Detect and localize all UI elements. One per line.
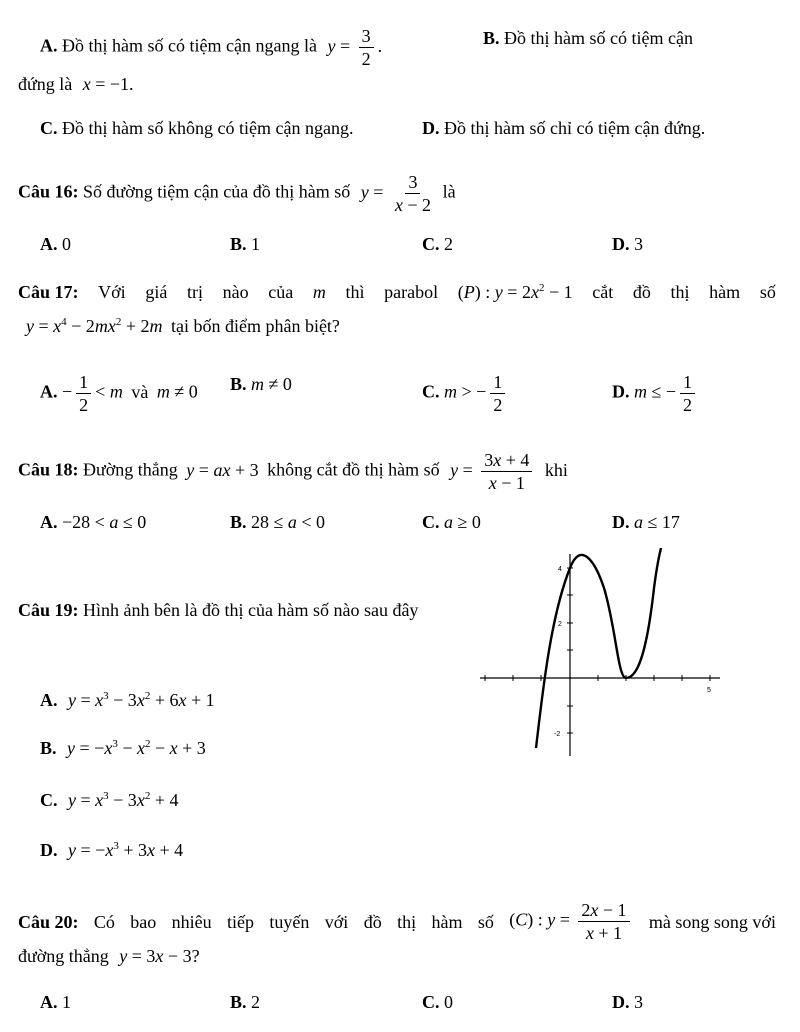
y-tick-label-2: 2 <box>558 621 562 628</box>
function-curve <box>536 548 661 748</box>
question-18: Câu 18: Đường thẳng y = ax + 3 không cắt đồ thị hàm số y = $\frac{3x + 4}{x - 1}$ khi <box>18 450 568 493</box>
question-math: (C) : y = $\frac{2x - 1}{x + 1}$ <box>509 900 633 943</box>
question-17-line2: $y = x^4 - 2mx^2 + 2m$ tại bốn điểm phân biệt? <box>26 316 340 336</box>
q17-option-a[interactable]: A. − $\frac{1}{2}$ < m và m ≠ 0 <box>40 372 198 415</box>
question-20-line1: Câu 20: Có bao nhiêu tiếp tuyến với đồ thị hàm số (C) : y = $\frac{2x - 1}{x + 1}$ mà song song với <box>18 900 776 943</box>
question-math: $y = x^4 - 2mx^2 + 2m$ <box>26 316 163 336</box>
option-text: Đồ thị hàm số có tiệm cận ngang là <box>62 35 317 56</box>
question-20-line2: đường thẳng y = 3x − 3? <box>18 946 200 966</box>
question-label: Câu 16: <box>18 181 79 202</box>
question-label: Câu 19: <box>18 600 79 620</box>
q20-option-c[interactable]: C. 0 <box>422 992 453 1012</box>
question-label: Câu 20: <box>18 911 79 932</box>
parabol-math: (P) : $y = 2x^2 - 1$ <box>457 282 573 302</box>
q18-option-c[interactable]: C. a ≥ 0 <box>422 512 481 532</box>
prev-option-b: B. Đồ thị hàm số có tiệm cận <box>483 28 693 48</box>
y-tick-label-neg2: -2 <box>554 731 561 738</box>
q18-option-a[interactable]: A. −28 < a ≤ 0 <box>40 512 147 532</box>
q17-option-c[interactable]: C. m > − $\frac{1}{2}$ <box>422 372 509 415</box>
q16-option-b[interactable]: B. 1 <box>230 234 261 254</box>
q20-option-a[interactable]: A. 1 <box>40 992 71 1012</box>
function-graph <box>470 548 730 758</box>
q16-option-c[interactable]: C. 2 <box>422 234 453 254</box>
question-19 <box>18 598 418 622</box>
prev-option-b-cont: đứng là x = −1. <box>18 74 134 94</box>
q17-option-d[interactable]: D. m ≤ − $\frac{1}{2}$ <box>612 372 699 415</box>
question-16: Câu 16: Số đường tiệm cận của đồ thị hàm số y = $\frac{3}{x - 2}$ là <box>18 172 456 215</box>
q20-option-d[interactable]: D. 3 <box>612 992 643 1012</box>
q19-option-c[interactable]: C. $y = x^3 - 3x^2 + 4$ <box>40 790 179 810</box>
x-tick-label-5: 5 <box>707 687 711 694</box>
question-17-line1: Câu 17: Với giá trị nào của m thì parabol (P) : $y = 2x^2 - 1$ cắt đồ thị hàm số <box>18 282 776 302</box>
q16-option-d[interactable]: D. 3 <box>612 234 643 254</box>
q19-option-b[interactable]: B. $y = -x^3 - x^2 - x + 3$ <box>40 738 206 758</box>
q19-option-a[interactable]: A. $y = x^3 - 3x^2 + 6x + 1$ <box>40 690 215 710</box>
q19-option-d[interactable]: D. $y = -x^3 + 3x + 4$ <box>40 840 184 860</box>
option-math: y = $\frac{3}{2}$ . <box>327 26 383 69</box>
question-math: y = $\frac{3}{x - 2}$ <box>360 172 432 215</box>
q17-option-b[interactable]: B. m ≠ 0 <box>230 374 292 394</box>
question-label: Câu 17: <box>18 282 79 302</box>
question-text: Số đường tiệm cận của đồ thị hàm số <box>83 181 351 202</box>
q18-option-b[interactable]: B. 28 ≤ a < 0 <box>230 512 326 532</box>
q20-option-b[interactable]: B. 2 <box>230 992 261 1012</box>
q18-option-d[interactable]: D. a ≤ 17 <box>612 512 680 532</box>
q16-option-a[interactable]: A. 0 <box>40 234 71 254</box>
option-key: A. <box>40 35 58 56</box>
question-text: Hình ảnh bên là đồ thị của hàm số nào sau đây <box>83 600 419 620</box>
y-tick-label-4: 4 <box>558 566 562 573</box>
question-label: Câu 18: <box>18 459 79 480</box>
prev-option-a <box>40 26 382 69</box>
prev-option-d: D. Đồ thị hàm số chỉ có tiệm cận đứng. <box>422 118 706 138</box>
prev-option-c: C. Đồ thị hàm số không có tiệm cận ngang. <box>40 118 354 138</box>
